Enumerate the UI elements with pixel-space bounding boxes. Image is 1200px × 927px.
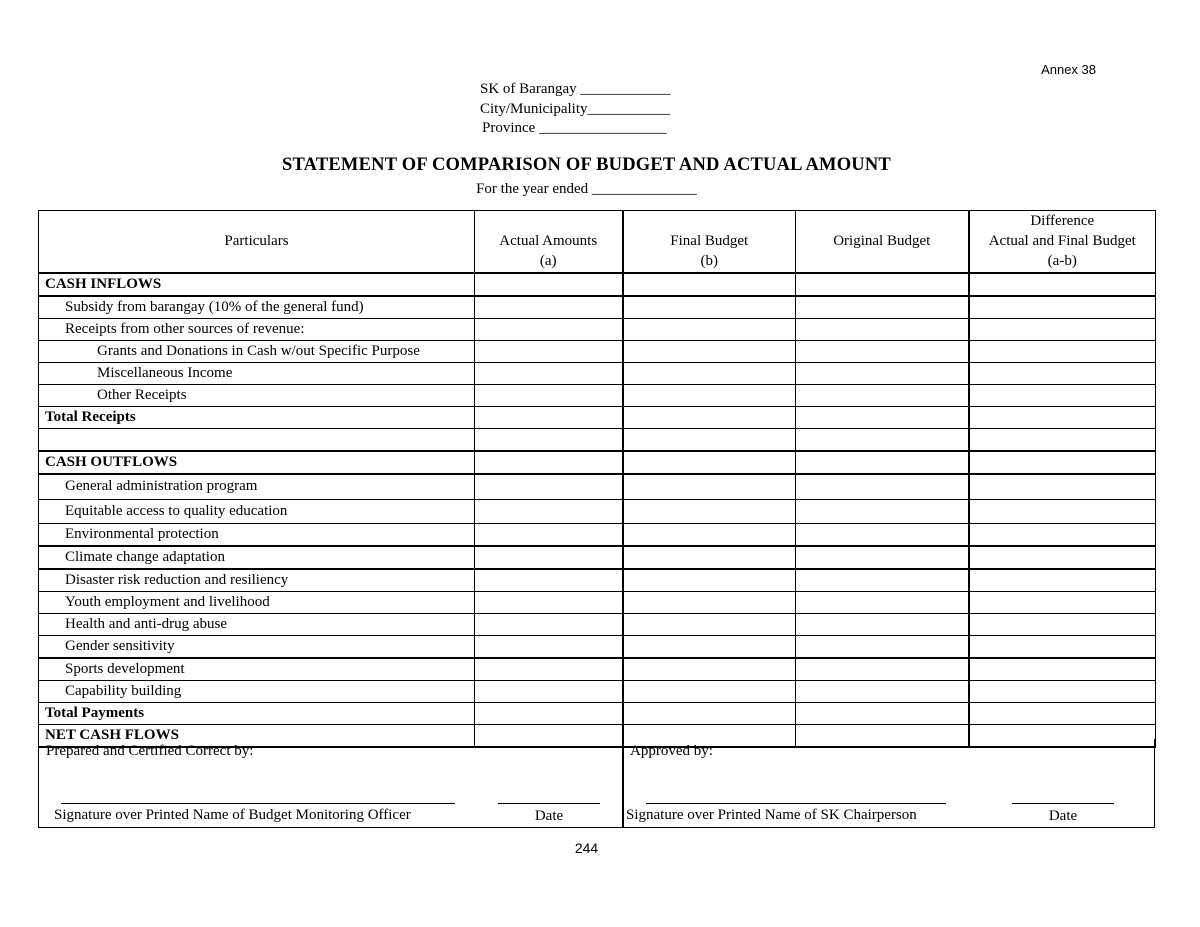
cell-original[interactable] [796, 523, 969, 546]
cell-final[interactable] [623, 428, 796, 451]
cell-final[interactable] [623, 546, 796, 569]
cell-original[interactable] [796, 635, 969, 658]
chairperson-signature-caption: Signature over Printed Name of SK Chairperson [626, 807, 917, 823]
cell-difference[interactable] [969, 680, 1156, 702]
row-label: Miscellaneous Income [39, 362, 475, 384]
cell-difference[interactable] [969, 362, 1156, 384]
barangay-field: SK of Barangay ____________ [480, 81, 671, 97]
cell-actual[interactable] [475, 318, 623, 340]
prepared-by-label: Prepared and Certified Correct by: [46, 743, 254, 759]
cell-actual[interactable] [475, 523, 623, 546]
row-label: CASH INFLOWS [39, 273, 475, 296]
cell-difference[interactable] [969, 546, 1156, 569]
cell-difference[interactable] [969, 658, 1156, 681]
cell-difference[interactable] [969, 569, 1156, 592]
cell-final[interactable] [623, 523, 796, 546]
table-row [39, 702, 1156, 724]
cell-original[interactable] [796, 340, 969, 362]
table-row [39, 318, 1156, 340]
cell-difference[interactable] [969, 340, 1156, 362]
cell-original[interactable] [796, 680, 969, 702]
statement-title: STATEMENT OF COMPARISON OF BUDGET AND ACTUAL AMOUNT [282, 155, 891, 175]
row-label: Climate change adaptation [39, 546, 475, 569]
col-difference: Difference Actual and Final Budget (a-b) [969, 211, 1156, 273]
col-actual-amounts: Actual Amounts (a) [475, 211, 623, 273]
row-label: Health and anti-drug abuse [39, 613, 475, 635]
chairperson-signature-line[interactable] [646, 803, 946, 804]
cell-difference[interactable] [969, 384, 1156, 406]
row-label: Other Receipts [39, 384, 475, 406]
cell-original[interactable] [796, 406, 969, 428]
cell-actual[interactable] [475, 613, 623, 635]
cell-final[interactable] [623, 340, 796, 362]
cell-final[interactable] [623, 296, 796, 319]
budget-comparison-table [38, 210, 1156, 748]
cell-original[interactable] [796, 591, 969, 613]
cell-actual[interactable] [475, 591, 623, 613]
cell-original[interactable] [796, 428, 969, 451]
col-original-budget: Original Budget [796, 211, 969, 273]
cell-final[interactable] [623, 569, 796, 592]
cell-difference[interactable] [969, 591, 1156, 613]
table-row [39, 362, 1156, 384]
cell-actual[interactable] [475, 428, 623, 451]
cell-final[interactable] [623, 635, 796, 658]
cell-final[interactable] [623, 658, 796, 681]
cell-original[interactable] [796, 384, 969, 406]
table-row [39, 680, 1156, 702]
row-label: Capability building [39, 680, 475, 702]
cell-actual[interactable] [475, 702, 623, 724]
row-label: Total Receipts [39, 406, 475, 428]
officer-signature-line[interactable] [61, 803, 455, 804]
officer-date-line[interactable] [498, 803, 600, 804]
signature-divider [622, 739, 624, 827]
cell-final[interactable] [623, 591, 796, 613]
cell-final[interactable] [623, 613, 796, 635]
year-ended-field: For the year ended ______________ [476, 181, 697, 197]
cell-final[interactable] [623, 680, 796, 702]
col-final-budget: Final Budget (b) [623, 211, 796, 273]
cell-difference[interactable] [969, 318, 1156, 340]
cell-difference[interactable] [969, 406, 1156, 428]
row-label: Subsidy from barangay (10% of the general fund) [39, 296, 475, 319]
cell-final[interactable] [623, 384, 796, 406]
row-label: NET CASH FLOWS [39, 724, 475, 747]
cell-difference[interactable] [969, 523, 1156, 546]
cell-original[interactable] [796, 702, 969, 724]
table-row [39, 499, 1156, 523]
cell-difference[interactable] [969, 296, 1156, 319]
cell-original[interactable] [796, 296, 969, 319]
row-label: Gender sensitivity [39, 635, 475, 658]
table-row [39, 474, 1156, 500]
row-label: Total Payments [39, 702, 475, 724]
cell-actual[interactable] [475, 569, 623, 592]
cell-actual[interactable] [475, 340, 623, 362]
cell-final[interactable] [623, 273, 796, 296]
page-number: 244 [574, 840, 599, 856]
cell-difference[interactable] [969, 474, 1156, 500]
table-row-blank [39, 428, 1156, 451]
cell-final[interactable] [623, 702, 796, 724]
cell-actual[interactable] [475, 680, 623, 702]
row-label [39, 428, 475, 451]
officer-signature-caption: Signature over Printed Name of Budget Monitoring Officer [54, 807, 411, 823]
cell-original[interactable] [796, 499, 969, 523]
signature-section [38, 739, 1155, 828]
cell-final[interactable] [623, 362, 796, 384]
row-label: General administration program [39, 474, 475, 500]
table-row [39, 658, 1156, 681]
cell-actual[interactable] [475, 658, 623, 681]
cell-actual[interactable] [475, 273, 623, 296]
cell-difference[interactable] [969, 273, 1156, 296]
cell-actual[interactable] [475, 546, 623, 569]
cell-difference[interactable] [969, 613, 1156, 635]
cell-difference[interactable] [969, 451, 1156, 474]
row-label: Disaster risk reduction and resiliency [39, 569, 475, 592]
cell-actual[interactable] [475, 362, 623, 384]
cell-original[interactable] [796, 273, 969, 296]
table-row [39, 635, 1156, 658]
cell-final[interactable] [623, 499, 796, 523]
row-label: Receipts from other sources of revenue: [39, 318, 475, 340]
cell-final[interactable] [623, 474, 796, 500]
table-row [39, 273, 1156, 296]
officer-date-caption: Date [534, 808, 564, 824]
province-field: Province _________________ [482, 120, 667, 136]
cell-original[interactable] [796, 318, 969, 340]
cell-original[interactable] [796, 546, 969, 569]
table-row [39, 546, 1156, 569]
cell-actual[interactable] [475, 499, 623, 523]
table-row [39, 296, 1156, 319]
col-particulars: Particulars [39, 211, 475, 273]
cell-actual[interactable] [475, 296, 623, 319]
table-row [39, 569, 1156, 592]
row-label: Grants and Donations in Cash w/out Specific Purpose [39, 340, 475, 362]
cell-original[interactable] [796, 474, 969, 500]
cell-original[interactable] [796, 362, 969, 384]
chairperson-date-line[interactable] [1012, 803, 1114, 804]
cell-difference[interactable] [969, 702, 1156, 724]
row-label: Youth employment and livelihood [39, 591, 475, 613]
table-row [39, 451, 1156, 474]
table-row [39, 523, 1156, 546]
row-label: Sports development [39, 658, 475, 681]
annex-label: Annex 38 [1041, 62, 1096, 77]
cell-actual[interactable] [475, 451, 623, 474]
table-row [39, 613, 1156, 635]
table-row [39, 591, 1156, 613]
cell-difference[interactable] [969, 635, 1156, 658]
row-label: CASH OUTFLOWS [39, 451, 475, 474]
row-label: Equitable access to quality education [39, 499, 475, 523]
header-row [39, 211, 1156, 273]
cell-actual[interactable] [475, 474, 623, 500]
table-row [39, 340, 1156, 362]
table-row [39, 406, 1156, 428]
cell-original[interactable] [796, 613, 969, 635]
cell-difference[interactable] [969, 428, 1156, 451]
city-field: City/Municipality___________ [480, 101, 670, 117]
chairperson-date-caption: Date [1048, 808, 1078, 824]
row-label: Environmental protection [39, 523, 475, 546]
cell-final[interactable] [623, 318, 796, 340]
table-row [39, 384, 1156, 406]
cell-difference[interactable] [969, 499, 1156, 523]
cell-original[interactable] [796, 658, 969, 681]
cell-original[interactable] [796, 451, 969, 474]
approved-by-label: Approved by: [630, 743, 713, 759]
cell-actual[interactable] [475, 635, 623, 658]
cell-final[interactable] [623, 451, 796, 474]
cell-final[interactable] [623, 406, 796, 428]
cell-actual[interactable] [475, 406, 623, 428]
cell-original[interactable] [796, 569, 969, 592]
cell-actual[interactable] [475, 384, 623, 406]
